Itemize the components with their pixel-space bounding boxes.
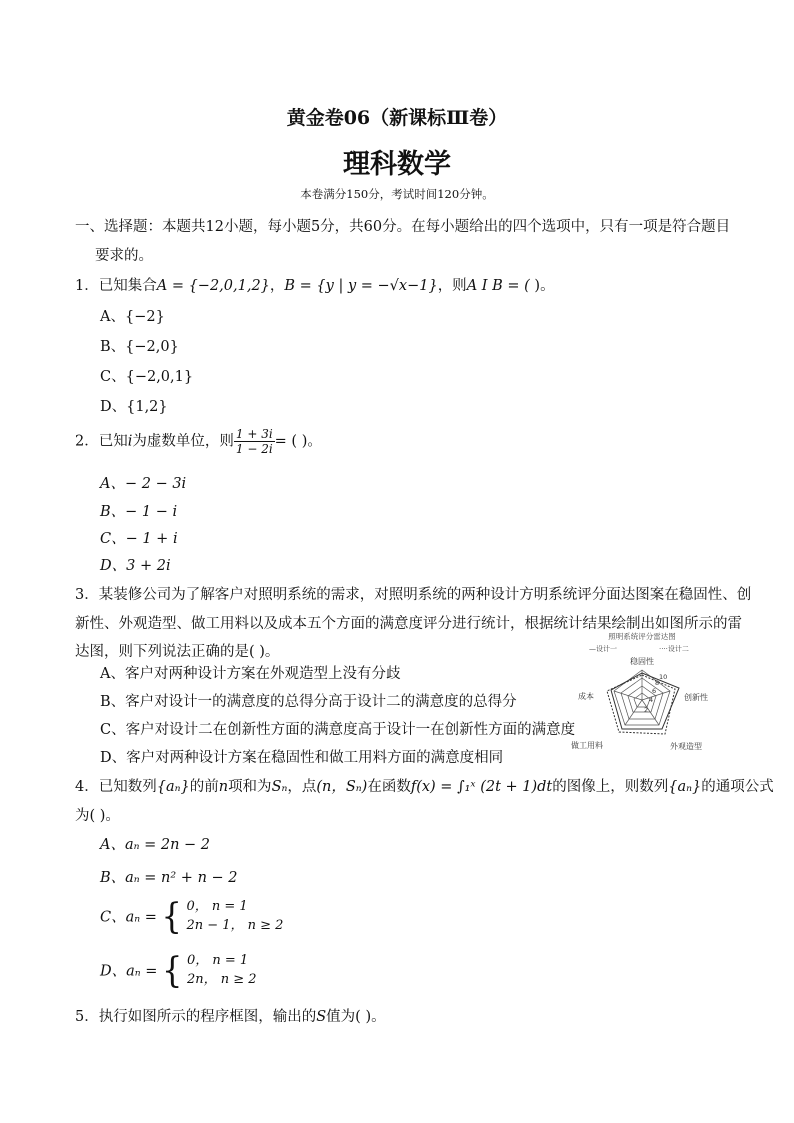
question-4-stem bbox=[75, 775, 774, 796]
q4-n-var: n bbox=[218, 779, 229, 795]
q2-option-d: D、3 + 2i bbox=[100, 558, 171, 574]
q2-option-c: C、− 1 + i bbox=[100, 531, 178, 547]
q4-option-a: A、aₙ = 2n − 2 bbox=[100, 837, 211, 853]
q4-prefix: 4．已知数列 bbox=[75, 779, 157, 795]
q1-option-a: A、{−2} bbox=[100, 309, 165, 325]
radar-tick-8: 8 bbox=[655, 679, 660, 687]
q4-option-c bbox=[100, 897, 283, 935]
exam-title: 黄金卷06（新课标Ⅲ卷） bbox=[286, 107, 508, 129]
q4-seq: {aₙ} bbox=[156, 779, 190, 795]
q2-option-a: A、− 2 − 3i bbox=[100, 476, 187, 492]
q5-s-var: S bbox=[316, 1009, 327, 1025]
q3-option-d: D、客户对两种设计方案在稳固性和做工用料方面的满意度相同 bbox=[100, 750, 504, 766]
radar-tick-6: 6 bbox=[652, 687, 657, 695]
section-heading-line1: 一、选择题：本题共12小题，每小题5分，共60分。在每小题给出的四个选项中，只有一项是符合题目 bbox=[75, 219, 731, 235]
q4-mid3: ，点 bbox=[287, 779, 317, 795]
radar-axis-cost: 成本 bbox=[578, 692, 594, 701]
exam-note: 本卷满分150分，考试时间120分钟。 bbox=[300, 187, 494, 201]
q2-mid: 为虚数单位，则 bbox=[132, 433, 234, 450]
q4-line2: 为( )。 bbox=[75, 808, 120, 824]
q4-c-label: C、aₙ = bbox=[100, 909, 157, 926]
q3-line3: 达图，则下列说法正确的是( )。 bbox=[75, 644, 280, 660]
q1-option-b: B、{−2,0} bbox=[100, 339, 179, 355]
q3-line1: 3．某装修公司为了解客户对照明系统的需求，对照明系统的两种设计方明系统评分面达图案在稳固性、创 bbox=[75, 587, 752, 603]
q1-expr: A I B = ( bbox=[466, 278, 530, 294]
q4-d-label: D、aₙ = bbox=[100, 963, 158, 980]
question-2-stem bbox=[75, 427, 322, 456]
q5-prefix: 5．执行如图所示的程序框图，输出的 bbox=[75, 1009, 317, 1025]
q3-line2: 新性、外观造型、做工用料以及成本五个方面的满意度评分进行统计，根据统计结果绘制出如图所示的雷 bbox=[75, 616, 742, 632]
radar-tick-2: 2 bbox=[644, 706, 649, 714]
radar-axis-material: 做工用料 bbox=[571, 741, 603, 750]
q1-end: )。 bbox=[529, 278, 555, 294]
radar-series-1 bbox=[611, 673, 679, 729]
q2-prefix: 2．已知 bbox=[75, 433, 128, 450]
q3-option-b: B、客户对设计一的满意度的总得分高于设计二的满意度的总得分 bbox=[100, 694, 517, 710]
radar-axis-appearance: 外观造型 bbox=[670, 742, 702, 751]
q1-option-c: C、{−2,0,1} bbox=[100, 369, 194, 385]
q4-c-case2: 2n − 1， n ≥ 2 bbox=[186, 918, 284, 933]
q4-mid1: 的前 bbox=[189, 779, 219, 795]
q4-option-b: B、aₙ = n² + n − 2 bbox=[100, 870, 238, 886]
subject-title: 理科数学 bbox=[343, 149, 451, 180]
radar-axis-stability: 稳固性 bbox=[630, 657, 654, 666]
q2-denominator: 1 − 2i bbox=[235, 442, 273, 456]
q3-option-c: C、客户对设计二在创新性方面的满意度高于设计一在创新性方面的满意度 bbox=[100, 722, 576, 738]
radar-title: 照明系统评分雷达图 bbox=[608, 632, 676, 641]
question-5-stem bbox=[75, 1005, 386, 1026]
radar-legend-1: —设计一 bbox=[589, 645, 617, 653]
q4-mid2: 项和为 bbox=[228, 779, 272, 795]
q4-d-case1: 0， n = 1 bbox=[186, 953, 249, 968]
q1-mid: ， bbox=[269, 278, 285, 294]
q1-set-a: A = {−2,0,1,2} bbox=[156, 278, 270, 294]
q1-suffix: ，则 bbox=[437, 278, 467, 294]
q4-mid4: 在函数 bbox=[367, 779, 411, 795]
question-1-stem bbox=[75, 274, 555, 295]
q4-mid6: 的通项公式 bbox=[701, 779, 774, 795]
q2-option-b: B、− 1 − i bbox=[100, 504, 178, 520]
radar-axis-innovation: 创新性 bbox=[684, 693, 708, 702]
radar-tick-10: 10 bbox=[659, 673, 668, 681]
q4-point: (n，Sₙ) bbox=[316, 779, 368, 795]
q4-c-case1: 0， n = 1 bbox=[186, 899, 248, 914]
radar-tick-4: 4 bbox=[649, 696, 654, 704]
q4-seq2: {aₙ} bbox=[668, 779, 702, 795]
q4-c-cases bbox=[186, 897, 283, 935]
q4-func: f(x) = ∫₁ˣ (2t + 1)dt bbox=[410, 779, 553, 795]
radar-legend-2: ····设计二 bbox=[659, 645, 689, 653]
q4-d-cases bbox=[187, 951, 257, 989]
q2-numerator: 1 + 3i bbox=[235, 427, 273, 441]
q2-i-var: i bbox=[127, 433, 133, 450]
q2-fraction bbox=[234, 427, 275, 456]
q4-option-d bbox=[100, 951, 257, 989]
q3-option-a: A、客户对两种设计方案在外观造型上没有分歧 bbox=[100, 666, 401, 682]
q4-d-case2: 2n， n ≥ 2 bbox=[186, 972, 257, 987]
radar-chart-figure bbox=[567, 630, 717, 755]
q1-option-d: D、{1,2} bbox=[100, 399, 168, 415]
q1-prefix: 1．已知集合 bbox=[75, 278, 157, 294]
q4-d-brace: { bbox=[162, 949, 183, 991]
q2-suffix: = ( )。 bbox=[274, 433, 322, 450]
q1-set-b: B = {y | y = −√x−1} bbox=[284, 278, 438, 294]
section-heading-line2: 要求的。 bbox=[95, 248, 153, 264]
q5-suffix: 值为( )。 bbox=[326, 1009, 386, 1025]
q4-sn: Sₙ bbox=[271, 779, 288, 795]
q4-mid5: 的图像上，则数列 bbox=[552, 779, 669, 795]
q4-c-brace: { bbox=[161, 895, 182, 937]
